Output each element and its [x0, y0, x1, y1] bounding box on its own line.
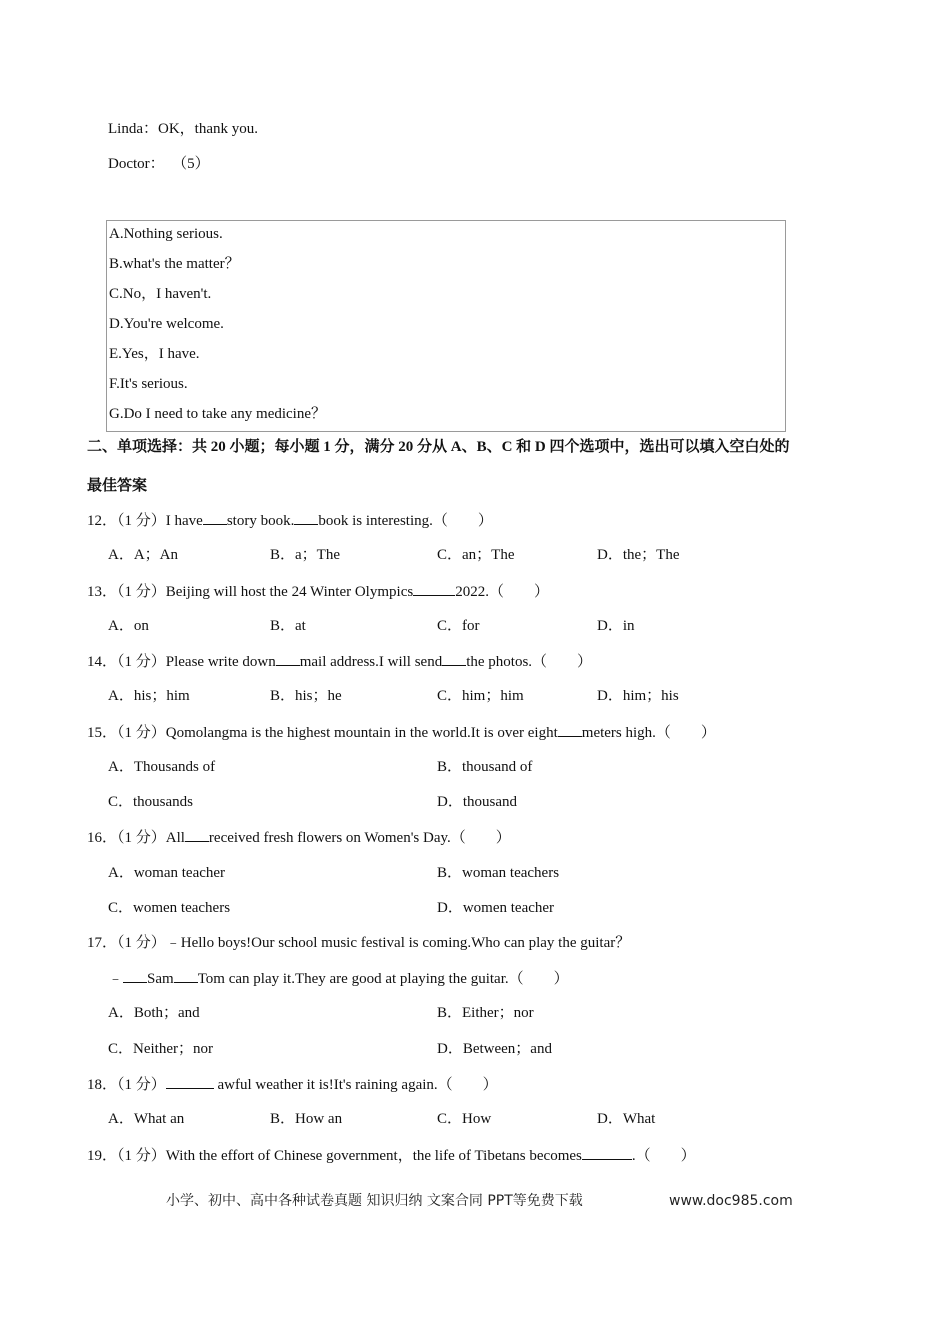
- blank: [558, 722, 582, 737]
- blank: [442, 651, 466, 666]
- q18-option-a: A．What an: [108, 1111, 185, 1127]
- q16-option-b: B．woman teachers: [437, 865, 560, 881]
- question-19: 19．（1 分）With the effort of Chinese government，the life of Tibetans becomes .（ ）: [87, 1145, 696, 1166]
- question-13: 13．（1 分）Beijing will host the 24 Winter Olympics 2022.（ ）: [87, 581, 549, 602]
- q12-option-a: A．A；An: [108, 547, 178, 563]
- box-option-a: A.Nothing serious.: [109, 226, 223, 242]
- q18-option-c: C．How: [437, 1111, 492, 1127]
- q13-option-c: C．for: [437, 618, 480, 634]
- q16-option-c: C．women teachers: [108, 900, 231, 916]
- q13-option-b: B．at: [270, 618, 306, 634]
- question-14: 14．（1 分）Please write down mail address.I will send the photos.（ ）: [87, 651, 592, 672]
- blank: [185, 827, 209, 842]
- q14-option-a: A．his；him: [108, 688, 190, 704]
- q13-option-a: A．on: [108, 618, 149, 634]
- q15-option-c: C．thousands: [108, 794, 194, 810]
- blank: [413, 581, 455, 596]
- q17-option-b: B．Either；nor: [437, 1005, 534, 1021]
- box-option-g: G.Do I need to take any medicine？: [109, 406, 327, 422]
- box-option-f: F.It's serious.: [109, 376, 188, 392]
- blank: [123, 968, 147, 983]
- q18-option-b: B．How an: [270, 1111, 343, 1127]
- question-15: 15．（1 分）Qomolangma is the highest mountain in the world.It is over eight meters high.（ ）: [87, 722, 716, 743]
- section-heading-cont: 最佳答案: [87, 478, 148, 494]
- box-option-e: E.Yes，I have.: [109, 346, 200, 362]
- q17-option-a: A．Both；and: [108, 1005, 200, 1021]
- q15-option-b: B．thousand of: [437, 759, 533, 775]
- footer-text: 小学、初中、高中各种试卷真题 知识归纳 文案合同 PPT等免费下载: [166, 1193, 583, 1209]
- box-option-d: D.You're welcome.: [109, 316, 224, 332]
- blank: [203, 510, 227, 525]
- q16-option-a: A．woman teacher: [108, 865, 226, 881]
- q12-option-d: D．the；The: [597, 547, 680, 563]
- blank: [582, 1145, 632, 1160]
- answer-options-box: [106, 220, 786, 432]
- q14-option-d: D．him；his: [597, 688, 679, 704]
- q17-option-d: D．Between；and: [437, 1041, 552, 1057]
- blank: [174, 968, 198, 983]
- q14-option-b: B．his；he: [270, 688, 342, 704]
- q13-option-d: D．in: [597, 618, 635, 634]
- q17-option-c: C．Neither；nor: [108, 1041, 213, 1057]
- q15-option-d: D．thousand: [437, 794, 517, 810]
- question-12: 12．（1 分）I have story book. book is interesting.（ ）: [87, 510, 493, 531]
- q12-option-c: C．an；The: [437, 547, 515, 563]
- section-heading: 二、单项选择：共 20 小题；每小题 1 分，满分 20 分从 A、B、C 和 D 四个选项中，选出可以填入空白处的: [87, 439, 790, 455]
- footer-url[interactable]: www.doc985.com: [669, 1193, 793, 1209]
- box-option-c: C.No，I haven't.: [109, 286, 212, 302]
- blank: [276, 651, 300, 666]
- question-16: 16．（1 分）All received fresh flowers on Women's Day.（ ）: [87, 827, 511, 848]
- question-17-response: ﹣ Sam Tom can play it.They are good at playing the guitar.（ ）: [108, 968, 569, 989]
- q12-option-b: B．a；The: [270, 547, 340, 563]
- blank: [294, 510, 318, 525]
- question-17: 17．（1 分）﹣Hello boys!Our school music festival is coming.Who can play the guitar？: [87, 935, 631, 951]
- q18-option-d: D．What: [597, 1111, 656, 1127]
- q14-option-c: C．him；him: [437, 688, 524, 704]
- question-18: 18．（1 分） awful weather it is!It's raining again.（ ）: [87, 1074, 498, 1095]
- blank: [166, 1074, 214, 1089]
- box-option-b: B.what's the matter？: [109, 256, 240, 272]
- dialogue-line-doctor: Doctor： （5）: [108, 156, 210, 172]
- q15-option-a: A．Thousands of: [108, 759, 216, 775]
- q16-option-d: D．women teacher: [437, 900, 555, 916]
- dialogue-line-linda: Linda：OK，thank you.: [108, 121, 258, 137]
